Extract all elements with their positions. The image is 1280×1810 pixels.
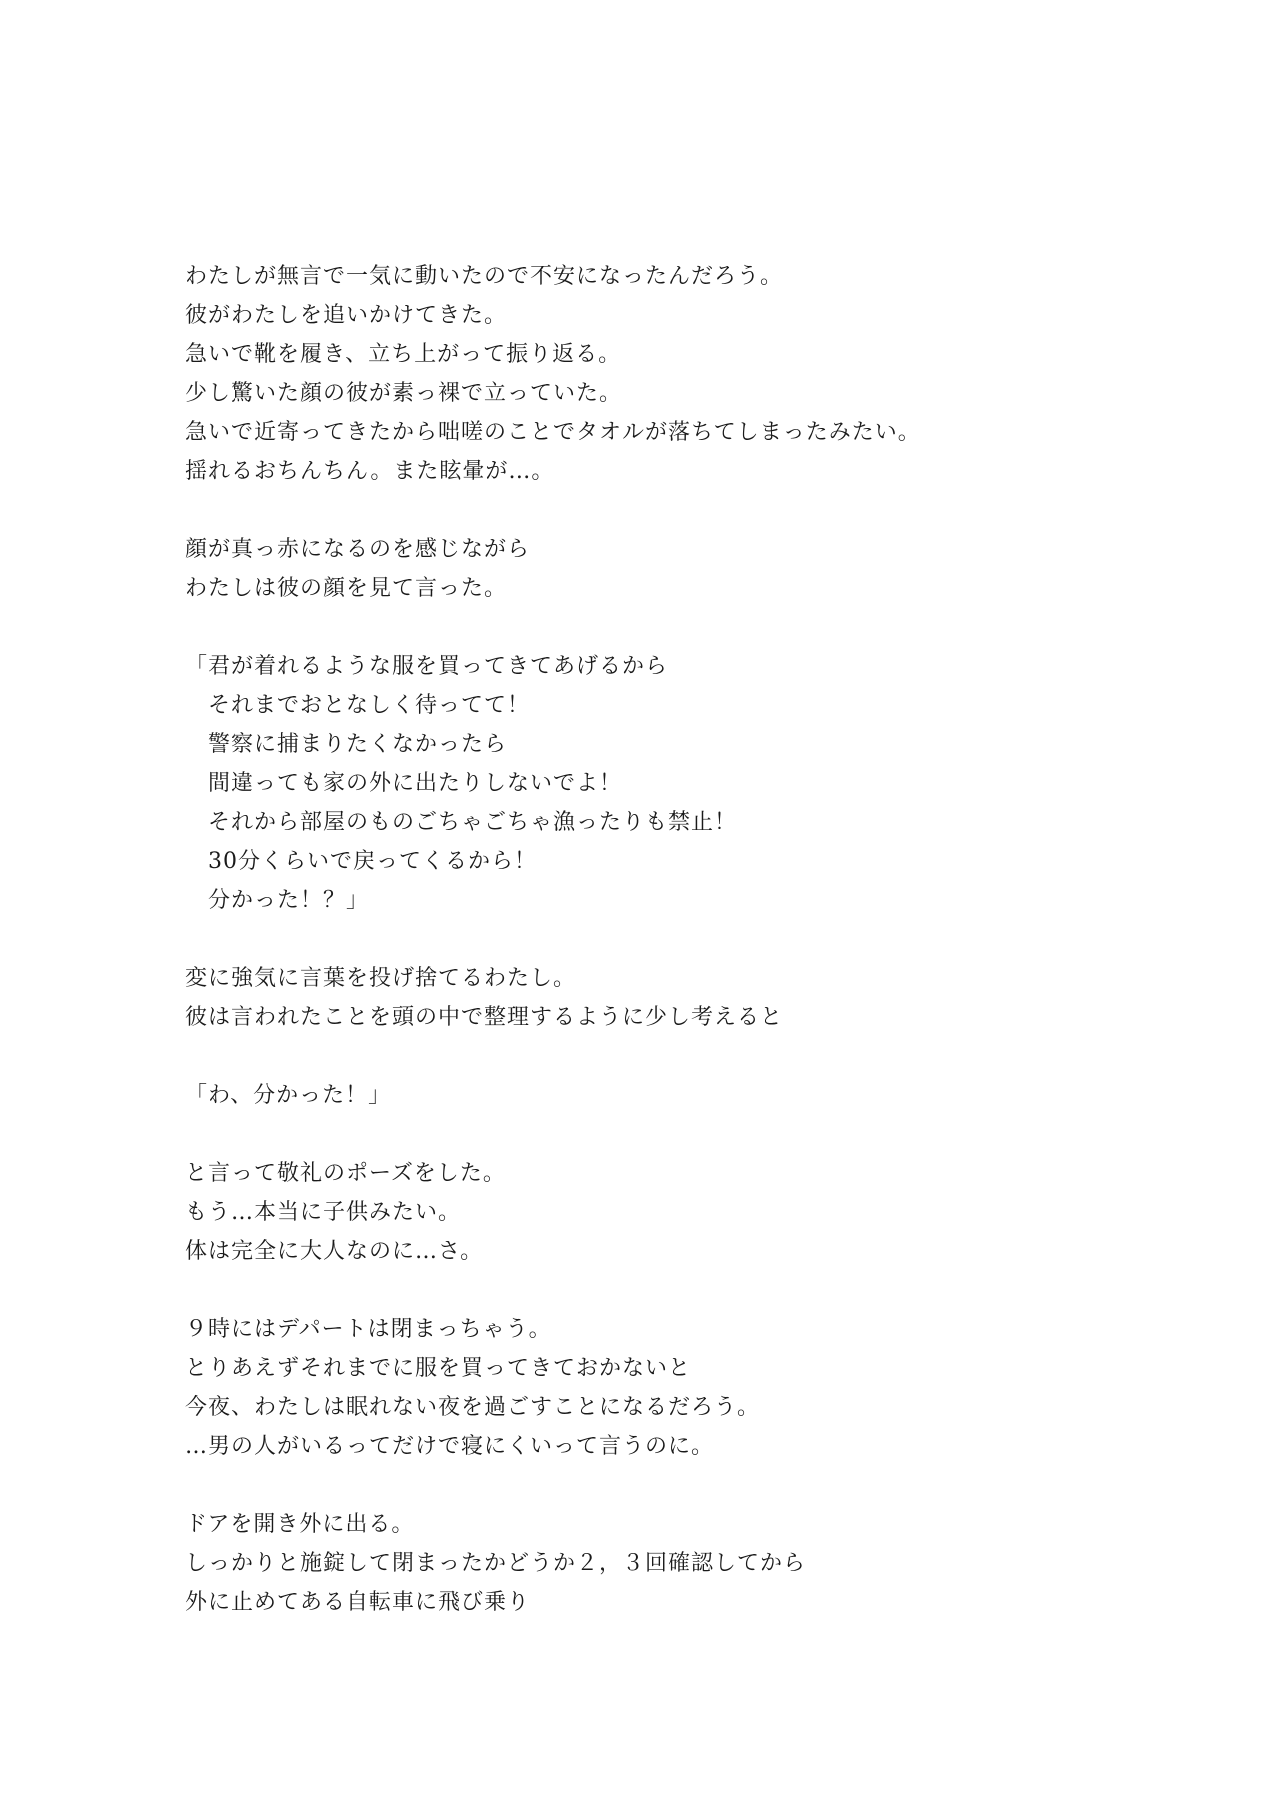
text-line: 今夜、わたしは眠れない夜を過ごすことになるだろう。 <box>185 1395 761 1420</box>
blank-line <box>185 1115 1185 1154</box>
blank-line <box>185 1037 1185 1076</box>
dialogue-line: 「君が着れるような服を買ってきてあげるから <box>185 654 669 679</box>
text-line: とりあえずそれまでに服を買ってきておかないと <box>185 1356 692 1381</box>
text-line: ９時にはデパートは閉まっちゃう。 <box>185 1317 552 1342</box>
text-line: 外に止めてある自転車に飛び乗り <box>185 1590 531 1615</box>
text-line: 急いで靴を履き、立ち上がって振り返る。 <box>185 342 622 367</box>
text-line: ドアを開き外に出る。 <box>185 1512 415 1537</box>
blank-line <box>185 608 1185 647</box>
text-line: もう…本当に子供みたい。 <box>185 1200 462 1225</box>
text-line: わたしは彼の顔を見て言った。 <box>185 576 508 601</box>
story-text <box>185 257 1185 1622</box>
dialogue-line: それから部屋のものごちゃごちゃ漁ったりも禁止！ <box>185 810 738 835</box>
text-line: 顔が真っ赤になるのを感じながら <box>185 537 531 562</box>
dialogue-line: 警察に捕まりたくなかったら <box>185 732 508 757</box>
dialogue-line: 30分くらいで戻ってくるから！ <box>185 849 537 874</box>
text-line: わたしが無言で一気に動いたので不安になったんだろう。 <box>185 264 784 289</box>
text-line: …男の人がいるってだけで寝にくいって言うのに。 <box>185 1434 715 1459</box>
blank-line <box>185 1466 1185 1505</box>
text-line: 彼がわたしを追いかけてきた。 <box>185 303 508 328</box>
text-line: しっかりと施錠して閉まったかどうか２，３回確認してから <box>185 1551 807 1576</box>
text-line: 体は完全に大人なのに…さ。 <box>185 1239 484 1264</box>
text-line: 少し驚いた顔の彼が素っ裸で立っていた。 <box>185 381 623 406</box>
text-line: と言って敬礼のポーズをした。 <box>185 1161 506 1186</box>
dialogue-line: 間違っても家の外に出たりしないでよ！ <box>185 771 623 796</box>
dialogue-line: 分かった！？」 <box>185 888 370 913</box>
dialogue-line: 「わ、分かった！」 <box>185 1083 392 1108</box>
text-line: 彼は言われたことを頭の中で整理するように少し考えると <box>185 1005 784 1030</box>
text-line: 揺れるおちんちん。また眩暈が…。 <box>185 459 555 484</box>
text-line: 変に強気に言葉を投げ捨てるわたし。 <box>185 966 577 991</box>
blank-line <box>185 491 1185 530</box>
text-line: 急いで近寄ってきたから咄嗟のことでタオルが落ちてしまったみたい。 <box>185 420 921 445</box>
dialogue-line: それまでおとなしく待ってて！ <box>185 693 531 718</box>
blank-line <box>185 1271 1185 1310</box>
blank-line <box>185 920 1185 959</box>
